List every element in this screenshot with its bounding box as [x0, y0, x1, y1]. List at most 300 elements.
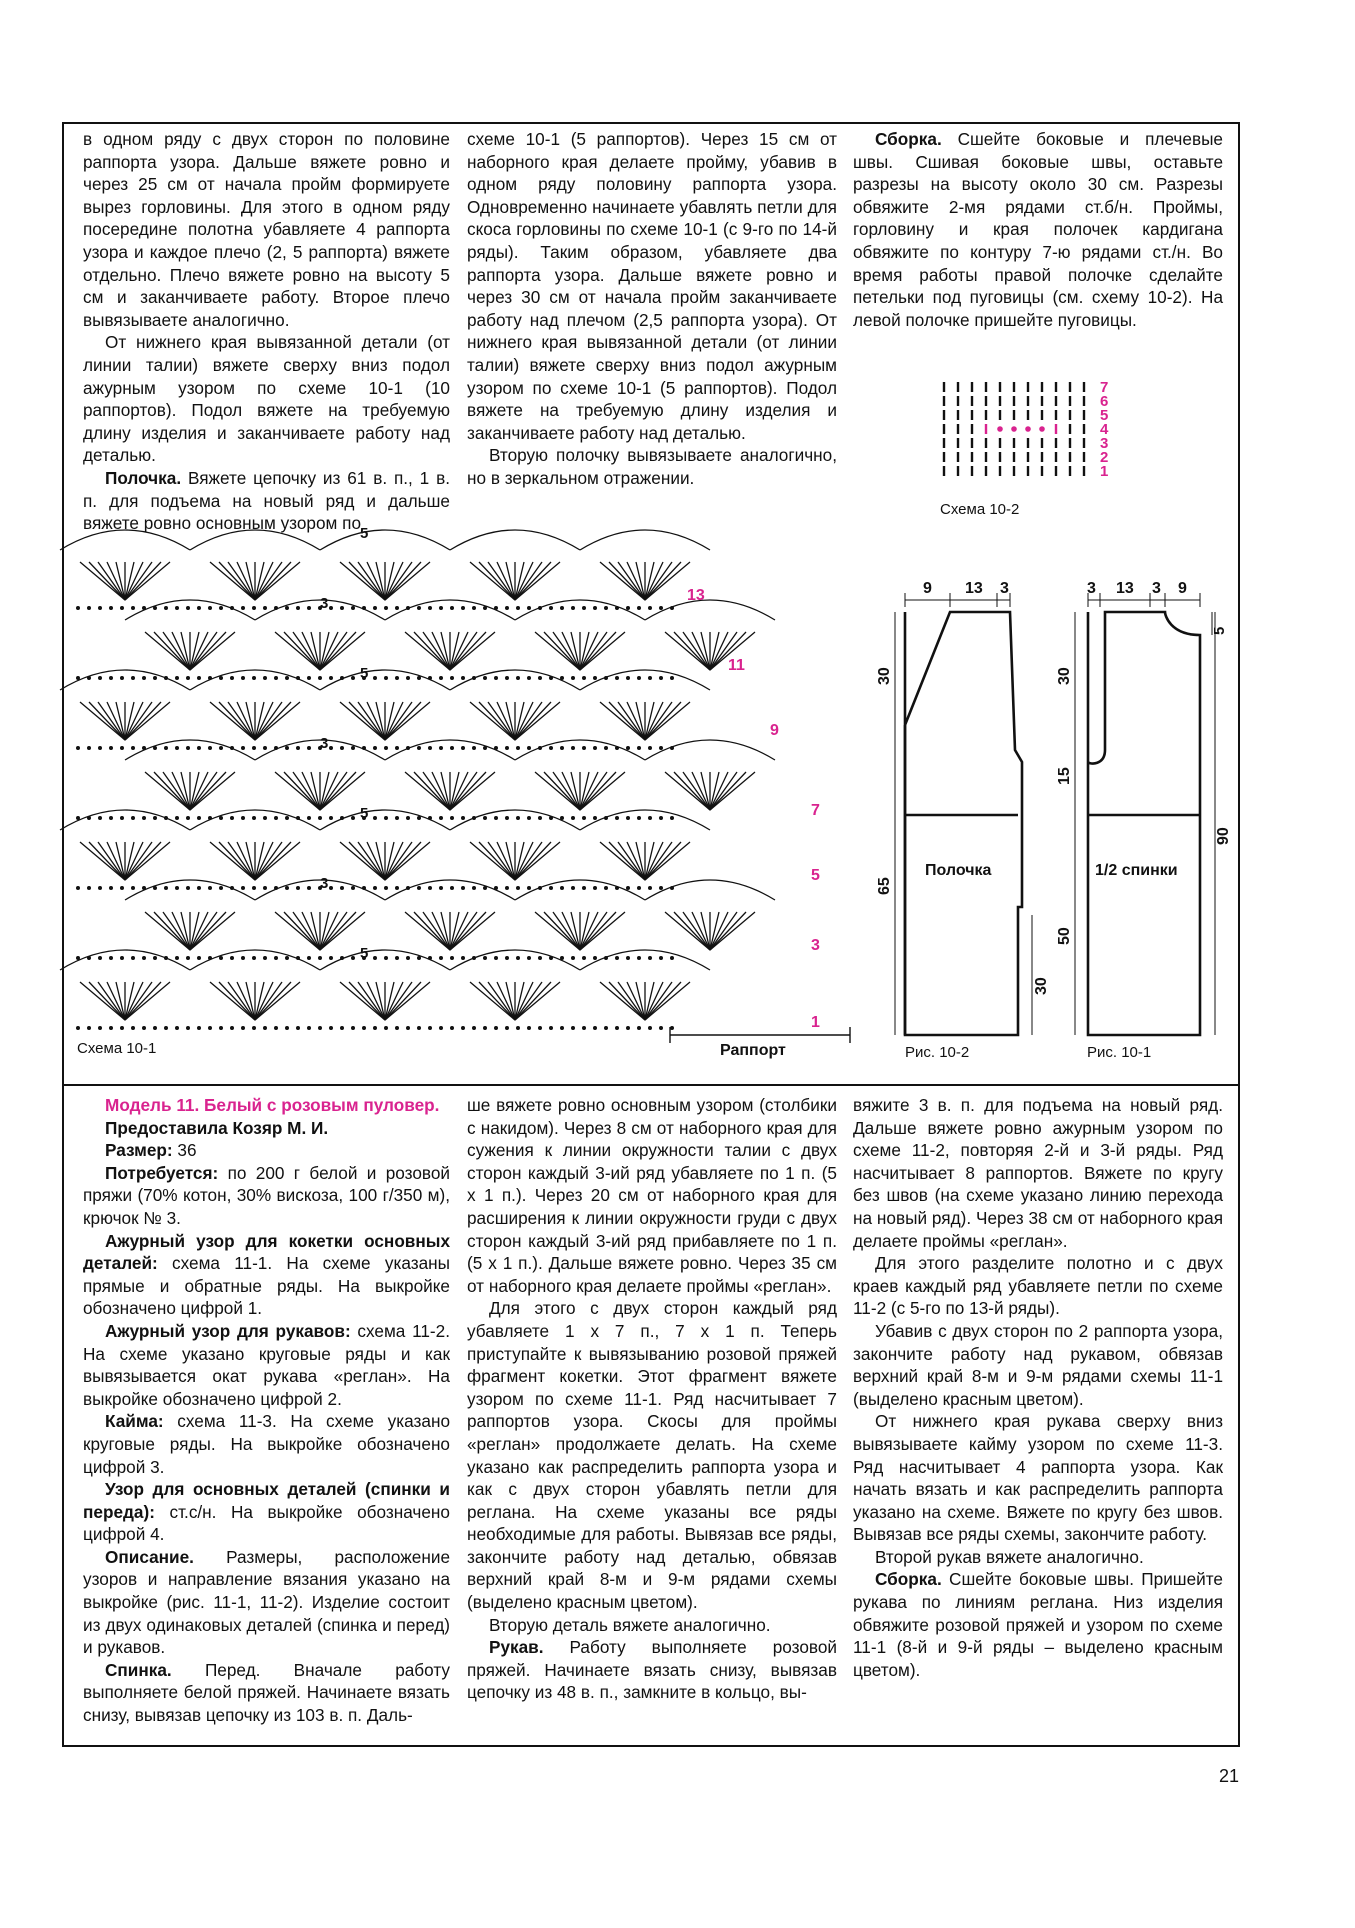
- scheme-chain: [615, 676, 619, 680]
- scheme-chain: [362, 746, 366, 750]
- scheme-chain: [164, 816, 168, 820]
- scheme-chain: [230, 746, 234, 750]
- scheme-chain: [648, 746, 652, 750]
- scheme-stitch: [172, 912, 190, 950]
- scheme-stitch: [627, 702, 645, 740]
- scheme-chain: [329, 1026, 333, 1030]
- scheme-10-2-row-number: 2: [1100, 449, 1109, 466]
- scheme-chain: [461, 746, 465, 750]
- scheme-chain: [461, 956, 465, 960]
- scheme-chain: [164, 746, 168, 750]
- dim-back-90: 90: [1215, 827, 1232, 845]
- scheme-stitch: [367, 702, 385, 740]
- scheme-chain: [241, 676, 245, 680]
- scheme-chain: [120, 816, 124, 820]
- scheme-arch: [60, 810, 190, 830]
- scheme-chain: [648, 886, 652, 890]
- scheme-stitch: [580, 912, 616, 950]
- scheme-chain: [648, 956, 652, 960]
- scheme-stitch: [237, 842, 255, 880]
- scheme-stitch: [645, 702, 681, 740]
- scheme-stitch: [609, 982, 645, 1020]
- scheme-chain: [164, 956, 168, 960]
- scheme-chain: [549, 886, 553, 890]
- dim-front-65: 65: [876, 877, 893, 895]
- scheme-chain: [626, 886, 630, 890]
- scheme-chain: [230, 816, 234, 820]
- scheme-chain: [538, 1026, 542, 1030]
- scheme-chain: [670, 746, 674, 750]
- scheme-arch: [125, 880, 255, 900]
- scheme-chain: [87, 816, 91, 820]
- top-paragraph: Вторую полочку вывязываете аналогично, но в зеркальном отражении.: [467, 445, 837, 488]
- bold-lead: Описание.: [105, 1546, 194, 1567]
- scheme-chain: [998, 427, 1001, 430]
- scheme-chain: [98, 746, 102, 750]
- top-column-3: [853, 128, 1223, 331]
- scheme-chain: [571, 746, 575, 750]
- scheme-stitch: [497, 842, 515, 880]
- scheme-arch: [645, 880, 775, 900]
- scheme-stitch: [89, 842, 125, 880]
- scheme-chain: [406, 1026, 410, 1030]
- scheme-chain: [351, 676, 355, 680]
- section-divider: [62, 1084, 1240, 1086]
- scheme-chain: [483, 606, 487, 610]
- scheme-arch: [450, 950, 580, 970]
- scheme-stitch: [692, 912, 710, 950]
- scheme-stitch: [710, 632, 728, 670]
- scheme-stitch: [515, 842, 551, 880]
- scheme-chain: [593, 676, 597, 680]
- scheme-stitch: [125, 842, 143, 880]
- scheme-chain: [516, 676, 520, 680]
- dim-front-3: 3: [1000, 580, 1009, 597]
- scheme-stitch: [450, 772, 486, 810]
- scheme-10-2-row-number: 1: [1100, 463, 1109, 480]
- bottom-paragraph: [83, 1117, 450, 1140]
- scheme-chain: [670, 886, 674, 890]
- scheme-stitch: [349, 842, 385, 880]
- scheme-chain: [252, 606, 256, 610]
- scheme-chain: [505, 606, 509, 610]
- scheme-10-2-caption: Схема 10-2: [940, 501, 1020, 518]
- scheme-chain: [593, 746, 597, 750]
- scheme-chain: [197, 746, 201, 750]
- scheme-chain: [329, 676, 333, 680]
- bottom-paragraph: Для этого с двух сторон каждый ряд убавляете 1 х 7 п., 7 х 1 п. Теперь приступайте к вывязыванию розовой пряжей фрагмент кокетки. Этот фрагмент вяжете узором по схеме 11-1. Ряд насчитывает 7 раппортов узора. Скосы для проймы «реглан» продолжаете делать. На схеме указано как распределить раппорта узора и как с двух сторон убавлять петли для реглана. На схеме указаны все ряды необходимые для работы. Вывязав все ряды, закончите работу над деталью, обвязав верхний край 8-м и 9-м рядами схемы (выделено красным цветом).: [467, 1298, 837, 1613]
- scheme-chain: [384, 606, 388, 610]
- scheme-chain: [263, 886, 267, 890]
- scheme-stitch: [450, 912, 468, 950]
- scheme-arch: [60, 950, 190, 970]
- scheme-stitch: [609, 702, 645, 740]
- scheme-chain: [637, 606, 641, 610]
- scheme-chain: [131, 816, 135, 820]
- dim-front-slit-30: 30: [1033, 977, 1050, 995]
- scheme-chain: [560, 606, 564, 610]
- scheme-stitch: [385, 562, 421, 600]
- scheme-stitch: [190, 632, 226, 670]
- scheme-arch: [385, 740, 515, 760]
- scheme-chain: [362, 1026, 366, 1030]
- bold-lead: Рукав.: [489, 1637, 544, 1658]
- scheme-chain: [582, 606, 586, 610]
- scheme-chain: [208, 1026, 212, 1030]
- bold-lead: Ажурный узор для рукавов:: [105, 1320, 351, 1341]
- scheme-stitch: [320, 632, 338, 670]
- scheme-chain: [340, 606, 344, 610]
- scheme-chain: [527, 1026, 531, 1030]
- bottom-paragraph: От нижнего края рукава сверху вниз вывязываете кайму узором по схеме 11-3. Ряд насчитывает 4 раппорта узора. Как начать вязать и как распределить раппорта указано на схеме. Вяжете по кругу без швов. Вывязав все ряды схемы, закончите работу.: [853, 1411, 1223, 1545]
- scheme-10-2-diagram: [930, 375, 1150, 495]
- scheme-chain: [395, 676, 399, 680]
- bottom-paragraph: Кайма: схема 11-3. На схеме указано круговые ряды. На выкройке обозначено цифрой 3.: [83, 1411, 450, 1477]
- scheme-stitch: [320, 912, 356, 950]
- scheme-chain: [296, 1026, 300, 1030]
- model-title: Модель 11. Белый с розовым пуловер.: [105, 1095, 440, 1115]
- scheme-chain: [659, 886, 663, 890]
- scheme-stitch: [219, 982, 255, 1020]
- scheme-chain-count: 5: [360, 525, 369, 542]
- scheme-chain: [208, 606, 212, 610]
- scheme-chain: [494, 606, 498, 610]
- scheme-chain: [417, 956, 421, 960]
- scheme-arch: [320, 950, 450, 970]
- scheme-stitch: [190, 632, 208, 670]
- scheme-chain: [659, 816, 663, 820]
- dim-back-3a: 3: [1087, 580, 1096, 597]
- scheme-chain: [549, 606, 553, 610]
- scheme-chain: [604, 956, 608, 960]
- scheme-chain: [186, 746, 190, 750]
- scheme-stitch: [237, 562, 255, 600]
- scheme-chain: [153, 746, 157, 750]
- scheme-chain: [219, 606, 223, 610]
- scheme-chain: [395, 956, 399, 960]
- dim-front-30: 30: [876, 667, 893, 685]
- scheme-chain: [241, 746, 245, 750]
- scheme-chain: [175, 746, 179, 750]
- scheme-chain: [274, 746, 278, 750]
- scheme-chain: [153, 886, 157, 890]
- scheme-stitch: [645, 842, 663, 880]
- scheme-chain: [197, 956, 201, 960]
- top-paragraph: в одном ряду с двух сторон по половине раппорта узора. Дальше вяжете ровно и через 25 см от начала пройм формируете вырез горловины. Для этого в одном ряду посередине полотна убавляете 4 раппорта узора и каждое плечо (2, 5 раппорта) вяжете отдельно. Плечо вяжете ровно на высоту 5 см и заканчиваете работу. Второе плечо вывязываете аналогично.: [83, 129, 450, 330]
- scheme-chain: [329, 746, 333, 750]
- scheme-chain: [164, 1026, 168, 1030]
- scheme-chain: [142, 956, 146, 960]
- scheme-chain: [637, 956, 641, 960]
- scheme-chain: [615, 956, 619, 960]
- dim-back-13: 13: [1116, 580, 1134, 597]
- page-number: 21: [1219, 1766, 1240, 1786]
- scheme-stitch: [190, 912, 226, 950]
- scheme-chain: [285, 886, 289, 890]
- scheme-chain: [1040, 427, 1043, 430]
- scheme-stitch: [580, 632, 598, 670]
- scheme-stitch: [237, 982, 255, 1020]
- scheme-chain: [153, 676, 157, 680]
- scheme-chain: [450, 676, 454, 680]
- scheme-chain: [87, 676, 91, 680]
- scheme-chain-count: 5: [360, 805, 369, 822]
- scheme-chain: [120, 606, 124, 610]
- scheme-chain: [219, 676, 223, 680]
- scheme-chain: [615, 1026, 619, 1030]
- scheme-chain: [626, 676, 630, 680]
- scheme-chain: [153, 956, 157, 960]
- scheme-chain: [87, 746, 91, 750]
- scheme-stitch: [154, 772, 190, 810]
- scheme-chain: [175, 816, 179, 820]
- scheme-stitch: [580, 772, 616, 810]
- scheme-chain: [1026, 427, 1029, 430]
- scheme-chain: [450, 1026, 454, 1030]
- scheme-chain: [87, 956, 91, 960]
- scheme-chain: [637, 1026, 641, 1030]
- scheme-chain: [373, 816, 377, 820]
- scheme-10-2-row-number: 5: [1100, 407, 1109, 424]
- scheme-stitch: [609, 562, 645, 600]
- scheme-chain: [175, 606, 179, 610]
- scheme-chain: [208, 676, 212, 680]
- scheme-chain: [527, 606, 531, 610]
- scheme-chain: [76, 816, 80, 820]
- scheme-chain: [219, 956, 223, 960]
- scheme-chain: [373, 746, 377, 750]
- scheme-chain: [120, 1026, 124, 1030]
- scheme-chain: [340, 816, 344, 820]
- scheme-chain: [450, 746, 454, 750]
- scheme-stitch: [627, 562, 645, 600]
- scheme-chain: [648, 606, 652, 610]
- scheme-chain: [109, 676, 113, 680]
- scheme-chain: [109, 886, 113, 890]
- scheme-chain: [417, 1026, 421, 1030]
- scheme-chain: [472, 886, 476, 890]
- scheme-chain: [362, 886, 366, 890]
- dim-front-9: 9: [923, 580, 932, 597]
- scheme-chain: [307, 816, 311, 820]
- scheme-chain: [109, 746, 113, 750]
- scheme-chain: [252, 816, 256, 820]
- scheme-chain: [164, 676, 168, 680]
- scheme-stitch: [432, 772, 450, 810]
- scheme-chain: [659, 676, 663, 680]
- scheme-chain: [241, 886, 245, 890]
- scheme-chain: [131, 886, 135, 890]
- scheme-stitch: [515, 982, 533, 1020]
- scheme-chain: [439, 606, 443, 610]
- scheme-chain: [241, 956, 245, 960]
- scheme-chain: [494, 676, 498, 680]
- scheme-chain: [571, 816, 575, 820]
- scheme-stitch: [367, 842, 385, 880]
- scheme-chain: [604, 886, 608, 890]
- scheme-stitch: [580, 632, 616, 670]
- bottom-paragraph: Ажурный узор для кокетки основных деталей: схема 11-1. На схеме указаны прямые и обратные ряды. На выкройке обозначено цифрой 1.: [83, 1230, 450, 1319]
- scheme-stitch: [255, 702, 273, 740]
- bottom-paragraph: Вторую деталь вяжете аналогично.: [489, 1614, 771, 1635]
- dim-back-3b: 3: [1152, 580, 1161, 597]
- scheme-chain: [351, 606, 355, 610]
- scheme-chain: [307, 746, 311, 750]
- scheme-chain: [505, 886, 509, 890]
- scheme-arch: [450, 670, 580, 690]
- scheme-chain: [318, 816, 322, 820]
- scheme-stitch: [450, 632, 486, 670]
- scheme-chain: [527, 746, 531, 750]
- scheme-chain: [208, 956, 212, 960]
- scheme-stitch: [515, 842, 533, 880]
- scheme-chain: [549, 1026, 553, 1030]
- dim-front-13: 13: [965, 580, 983, 597]
- scheme-chain: [549, 746, 553, 750]
- scheme-chain: [186, 886, 190, 890]
- scheme-stitch: [107, 842, 125, 880]
- top-paragraph: Полочка. Вяжете цепочку из 61 в. п., 1 в. п. для подъема на новый ряд и дальше вяжете ровно основным узором по: [83, 467, 450, 534]
- scheme-arch: [320, 810, 450, 830]
- scheme-chain: [395, 1026, 399, 1030]
- scheme-stitch: [627, 982, 645, 1020]
- scheme-stitch: [450, 632, 468, 670]
- scheme-chain: [197, 816, 201, 820]
- scheme-chain: [395, 816, 399, 820]
- scheme-chain: [164, 886, 168, 890]
- scheme-chain: [219, 746, 223, 750]
- scheme-chain: [285, 606, 289, 610]
- scheme-stitch: [284, 912, 320, 950]
- top-paragraph: Сборка. Сшейте боковые и плечевые швы. Сшивая боковые швы, оставьте разрезы на высоту около 30 см. Разрезы обвяжите 2-мя рядами ст.б/н. Проймы, горловину и края полочек кардигана обвяжите по контуру 7-ю рядами ст./н. Во время работы правой полочке сделайте петельки под пуговицы (см. схему 10-2). На левой полочке пришейте пуговицы.: [853, 129, 1223, 330]
- scheme-chain: [428, 816, 432, 820]
- scheme-chain: [230, 956, 234, 960]
- scheme-chain: [340, 1026, 344, 1030]
- scheme-chain: [593, 956, 597, 960]
- bottom-column-2: [467, 1094, 837, 1704]
- scheme-arch: [580, 810, 710, 830]
- scheme-chain: [417, 746, 421, 750]
- scheme-stitch: [367, 982, 385, 1020]
- scheme-chain: [175, 1026, 179, 1030]
- scheme-chain: [395, 606, 399, 610]
- scheme-arch: [450, 810, 580, 830]
- scheme-stitch: [580, 912, 598, 950]
- bottom-paragraph: Второй рукав вяжете аналогично.: [875, 1546, 1144, 1567]
- scheme-chain: [98, 606, 102, 610]
- scheme-chain: [142, 1026, 146, 1030]
- scheme-chain: [494, 956, 498, 960]
- scheme-chain: [219, 886, 223, 890]
- scheme-chain: [263, 676, 267, 680]
- scheme-chain: [351, 886, 355, 890]
- scheme-stitch: [515, 702, 551, 740]
- dim-back-30: 30: [1056, 667, 1073, 685]
- scheme-chain: [373, 956, 377, 960]
- scheme-arch: [645, 600, 775, 620]
- scheme-chain: [252, 886, 256, 890]
- scheme-chain: [131, 746, 135, 750]
- scheme-chain: [351, 816, 355, 820]
- bottom-paragraph: Ажурный узор для рукавов: схема 11-2. На схеме указано круговые ряды и как вывязывается окат рукава «реглан». На выкройке обозначено цифрой 2.: [83, 1320, 450, 1409]
- scheme-chain: [340, 746, 344, 750]
- scheme-chain: [230, 676, 234, 680]
- scheme-stitch: [674, 912, 710, 950]
- scheme-stitch: [172, 632, 190, 670]
- scheme-arch: [125, 740, 255, 760]
- scheme-chain: [417, 606, 421, 610]
- scheme-arch: [515, 740, 645, 760]
- scheme-chain-count: 3: [320, 735, 329, 752]
- scheme-stitch: [255, 842, 273, 880]
- scheme-chain: [428, 746, 432, 750]
- scheme-chain: [505, 816, 509, 820]
- scheme-stitch: [89, 982, 125, 1020]
- scheme-chain: [340, 956, 344, 960]
- scheme-stitch: [154, 632, 190, 670]
- scheme-chain: [197, 606, 201, 610]
- scheme-chain: [483, 1026, 487, 1030]
- scheme-chain: [384, 886, 388, 890]
- scheme-stitch: [255, 562, 273, 600]
- scheme-chain-count: 5: [360, 665, 369, 682]
- scheme-chain: [428, 606, 432, 610]
- scheme-chain: [516, 606, 520, 610]
- scheme-chain: [208, 746, 212, 750]
- pattern-drawing: [870, 575, 1230, 1075]
- scheme-chain: [340, 886, 344, 890]
- scheme-chain: [560, 956, 564, 960]
- scheme-chain: [109, 956, 113, 960]
- scheme-chain: [483, 886, 487, 890]
- scheme-chain: [637, 746, 641, 750]
- scheme-chain: [604, 676, 608, 680]
- scheme-chain: [252, 676, 256, 680]
- scheme-chain: [483, 956, 487, 960]
- scheme-chain: [241, 816, 245, 820]
- scheme-stitch: [320, 632, 356, 670]
- scheme-stitch: [125, 842, 161, 880]
- bottom-paragraph: Для этого разделите полотно и с двух краев каждый ряд убавляете петли по схеме 11-2 (с 5-го по 13-й ряды).: [853, 1253, 1223, 1319]
- scheme-chain: [318, 956, 322, 960]
- scheme-stitch: [154, 912, 190, 950]
- scheme-stitch: [125, 982, 143, 1020]
- scheme-stitch: [710, 912, 728, 950]
- scheme-10-1-row-number: 1: [811, 1014, 820, 1031]
- bottom-paragraph: Узор для основных деталей (спинки и переда): ст.с/н. На выкройке обозначено цифрой 4.: [83, 1479, 450, 1545]
- scheme-chain: [626, 956, 630, 960]
- scheme-stitch: [627, 842, 645, 880]
- scheme-chain: [98, 956, 102, 960]
- scheme-chain: [527, 886, 531, 890]
- scheme-chain: [571, 1026, 575, 1030]
- scheme-chain: [571, 606, 575, 610]
- bold-lead: Сборка.: [875, 1569, 942, 1590]
- scheme-arch: [645, 740, 775, 760]
- scheme-chain: [527, 816, 531, 820]
- bottom-paragraph: вяжите 3 в. п. для подъема на новый ряд. Дальше вяжете ровно ажурным узором по схеме 11-2, повторяя 2-й и 3-й ряды. Ряд насчитывает 8 раппортов. Вяжете по кругу без швов (на схеме указано линию перехода на новый ряд). Через 38 см от наборного края делаете проймы «реглан».: [853, 1095, 1223, 1251]
- scheme-arch: [60, 670, 190, 690]
- scheme-chain: [98, 886, 102, 890]
- scheme-chain: [538, 886, 542, 890]
- scheme-chain: [373, 606, 377, 610]
- scheme-chain: [296, 816, 300, 820]
- scheme-stitch: [107, 562, 125, 600]
- scheme-chain: [560, 816, 564, 820]
- scheme-chain: [406, 886, 410, 890]
- scheme-chain: [560, 676, 564, 680]
- pattern-front-caption: Рис. 10-2: [905, 1044, 970, 1061]
